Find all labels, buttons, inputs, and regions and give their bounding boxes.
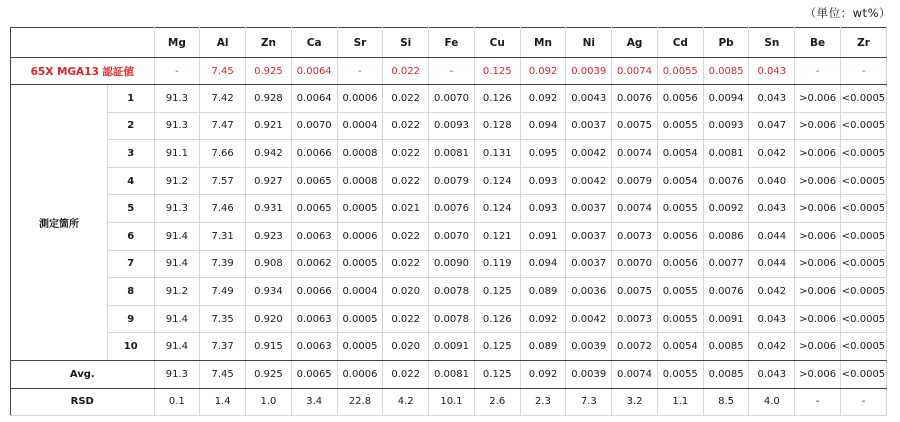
measurement-value: 0.044 [749, 250, 795, 278]
rsd-row-value: 2.3 [520, 388, 566, 415]
measurement-value: 0.0056 [657, 85, 703, 113]
measurement-value: 7.37 [200, 333, 246, 361]
certified-value-al: 7.45 [200, 58, 246, 85]
measurement-value: <0.0005 [840, 140, 886, 168]
measurement-value: 0.0090 [429, 250, 475, 278]
rsd-row-value: 4.0 [749, 388, 795, 415]
measurement-value: 0.0005 [337, 250, 383, 278]
rsd-row-value: - [840, 388, 886, 415]
measurement-row [11, 112, 887, 140]
measurement-value: 0.095 [520, 140, 566, 168]
measurement-value: 0.0070 [612, 250, 658, 278]
measurement-value: 0.0055 [657, 112, 703, 140]
rsd-row-value: 1.0 [246, 388, 292, 415]
measurement-value: 0.0064 [291, 85, 337, 113]
measurement-value: 0.022 [383, 112, 429, 140]
element-header-zn: Zn [246, 28, 292, 58]
rsd-row-value: 3.4 [291, 388, 337, 415]
measurement-value: 0.0076 [429, 195, 475, 223]
average-row-value: 0.0065 [291, 360, 337, 388]
measurement-value: 0.0004 [337, 278, 383, 306]
measurement-value: 0.0042 [566, 140, 612, 168]
average-row-label: Avg. [11, 360, 155, 388]
measurement-value: 0.0036 [566, 278, 612, 306]
measurement-value: 0.0079 [429, 167, 475, 195]
measurement-value: 0.915 [246, 333, 292, 361]
measurement-value: 0.092 [520, 305, 566, 333]
measurement-value: >0.006 [795, 195, 841, 223]
element-header-fe: Fe [429, 28, 475, 58]
measurement-value: 0.923 [246, 222, 292, 250]
element-header-mg: Mg [154, 28, 200, 58]
measurement-value: 0.0042 [566, 305, 612, 333]
measurement-value: 0.0054 [657, 167, 703, 195]
element-header-be: Be [795, 28, 841, 58]
measurement-value: <0.0005 [840, 195, 886, 223]
rsd-row-value: 1.1 [657, 388, 703, 415]
rsd-row-value: 2.6 [474, 388, 520, 415]
measurement-value: 0.0077 [703, 250, 749, 278]
measurement-value: 0.022 [383, 140, 429, 168]
measurement-value: 0.121 [474, 222, 520, 250]
measurement-value: 0.0081 [429, 140, 475, 168]
measurement-value: 0.124 [474, 195, 520, 223]
measurement-value: >0.006 [795, 112, 841, 140]
average-row-value: 0.092 [520, 360, 566, 388]
measurement-value: 0.0093 [703, 112, 749, 140]
measurement-value: >0.006 [795, 85, 841, 113]
measurement-value: 0.0054 [657, 333, 703, 361]
measurement-index: 1 [108, 85, 154, 113]
measurement-value: 0.0062 [291, 250, 337, 278]
average-row-value: 0.0085 [703, 360, 749, 388]
measurement-value: 0.931 [246, 195, 292, 223]
measurement-value: 0.0078 [429, 278, 475, 306]
measurement-value: 0.0055 [657, 305, 703, 333]
measurement-index: 9 [108, 305, 154, 333]
measurement-row [11, 167, 887, 195]
rsd-row-value: - [795, 388, 841, 415]
measurement-value: 0.927 [246, 167, 292, 195]
measurement-value: 7.39 [200, 250, 246, 278]
measurement-value: 0.091 [520, 222, 566, 250]
measurement-value: 0.126 [474, 305, 520, 333]
rsd-row-value: 22.8 [337, 388, 383, 415]
composition-table [10, 27, 887, 416]
measurement-value: <0.0005 [840, 250, 886, 278]
certified-value-fe: - [429, 58, 475, 85]
measurement-index: 2 [108, 112, 154, 140]
measurement-value: 0.022 [383, 167, 429, 195]
certified-value-ag: 0.0074 [612, 58, 658, 85]
measurement-value: 0.020 [383, 278, 429, 306]
measurement-value: 0.125 [474, 333, 520, 361]
measurement-value: 0.131 [474, 140, 520, 168]
measurement-row [11, 222, 887, 250]
measurement-group-label: 測定箇所 [11, 85, 108, 361]
measurement-value: 0.0039 [566, 333, 612, 361]
measurement-value: 0.022 [383, 250, 429, 278]
measurement-value: 7.42 [200, 85, 246, 113]
measurement-value: 91.2 [154, 167, 200, 195]
measurement-value: 0.0055 [657, 195, 703, 223]
measurement-value: 0.0056 [657, 222, 703, 250]
measurement-value: 0.0037 [566, 195, 612, 223]
measurement-value: 0.126 [474, 85, 520, 113]
measurement-value: 0.0074 [612, 140, 658, 168]
measurement-value: 0.0078 [429, 305, 475, 333]
measurement-value: 0.0005 [337, 333, 383, 361]
certified-value-sn: 0.043 [749, 58, 795, 85]
measurement-value: 91.4 [154, 333, 200, 361]
measurement-value: 0.0054 [657, 140, 703, 168]
measurement-value: 0.040 [749, 167, 795, 195]
measurement-value: 0.094 [520, 112, 566, 140]
measurement-value: 0.0066 [291, 140, 337, 168]
measurement-value: 0.089 [520, 333, 566, 361]
measurement-value: 7.57 [200, 167, 246, 195]
measurement-value: 7.46 [200, 195, 246, 223]
measurement-value: 0.0076 [612, 85, 658, 113]
certified-value-si: 0.022 [383, 58, 429, 85]
measurement-value: 0.0037 [566, 112, 612, 140]
measurement-row [11, 278, 887, 306]
measurement-value: 0.043 [749, 305, 795, 333]
measurement-value: 0.0076 [703, 167, 749, 195]
certified-label: 65X MGA13 認証値 [11, 58, 155, 85]
measurement-row [11, 140, 887, 168]
measurement-row [11, 333, 887, 361]
measurement-value: >0.006 [795, 167, 841, 195]
measurement-row [11, 195, 887, 223]
average-row-value: 0.925 [246, 360, 292, 388]
measurement-value: <0.0005 [840, 112, 886, 140]
measurement-value: 0.022 [383, 222, 429, 250]
measurement-value: 0.093 [520, 195, 566, 223]
measurement-value: 0.043 [749, 195, 795, 223]
certified-value-pb: 0.0085 [703, 58, 749, 85]
measurement-value: <0.0005 [840, 333, 886, 361]
element-header-row [11, 28, 887, 58]
measurement-value: 0.092 [520, 85, 566, 113]
element-header-ni: Ni [566, 28, 612, 58]
measurement-value: <0.0005 [840, 305, 886, 333]
measurement-value: 0.089 [520, 278, 566, 306]
measurement-value: 0.0063 [291, 222, 337, 250]
measurement-value: 0.043 [749, 85, 795, 113]
average-row-value: 7.45 [200, 360, 246, 388]
average-row-value: 0.0006 [337, 360, 383, 388]
measurement-value: 0.921 [246, 112, 292, 140]
measurement-value: 91.4 [154, 305, 200, 333]
measurement-value: >0.006 [795, 222, 841, 250]
measurement-value: 0.021 [383, 195, 429, 223]
measurement-value: 0.0094 [703, 85, 749, 113]
rsd-row-value: 4.2 [383, 388, 429, 415]
measurement-value: 7.66 [200, 140, 246, 168]
measurement-value: <0.0005 [840, 278, 886, 306]
measurement-value: 91.3 [154, 195, 200, 223]
measurement-value: 0.128 [474, 112, 520, 140]
measurement-value: >0.006 [795, 250, 841, 278]
measurement-value: 0.0070 [429, 222, 475, 250]
average-row-value: <0.0005 [840, 360, 886, 388]
certified-value-sr: - [337, 58, 383, 85]
measurement-value: >0.006 [795, 333, 841, 361]
certified-value-mn: 0.092 [520, 58, 566, 85]
measurement-value: 0.0066 [291, 278, 337, 306]
certified-value-cu: 0.125 [474, 58, 520, 85]
measurement-value: 0.0079 [612, 167, 658, 195]
measurement-value: 0.908 [246, 250, 292, 278]
measurement-value: 0.0008 [337, 140, 383, 168]
measurement-value: 0.0063 [291, 333, 337, 361]
measurement-value: 0.042 [749, 278, 795, 306]
certified-value-zn: 0.925 [246, 58, 292, 85]
measurement-value: 7.47 [200, 112, 246, 140]
measurement-value: 0.928 [246, 85, 292, 113]
element-header-cd: Cd [657, 28, 703, 58]
measurement-row [11, 250, 887, 278]
measurement-index: 6 [108, 222, 154, 250]
rsd-row-value: 10.1 [429, 388, 475, 415]
certified-value-mg: - [154, 58, 200, 85]
measurement-value: 0.042 [749, 140, 795, 168]
certified-value-ca: 0.0064 [291, 58, 337, 85]
average-row-value: 0.022 [383, 360, 429, 388]
measurement-value: 91.3 [154, 85, 200, 113]
certified-value-cd: 0.0055 [657, 58, 703, 85]
measurement-index: 3 [108, 140, 154, 168]
measurement-value: 0.020 [383, 333, 429, 361]
average-row-value: 0.0074 [612, 360, 658, 388]
element-header-ca: Ca [291, 28, 337, 58]
rsd-row-value: 1.4 [200, 388, 246, 415]
measurement-index: 8 [108, 278, 154, 306]
rsd-row [11, 388, 887, 415]
measurement-value: 0.0081 [703, 140, 749, 168]
measurement-value: 0.0085 [703, 333, 749, 361]
measurement-value: 0.0072 [612, 333, 658, 361]
measurement-value: 0.0093 [429, 112, 475, 140]
measurement-value: 0.934 [246, 278, 292, 306]
measurement-value: <0.0005 [840, 167, 886, 195]
rsd-row-value: 0.1 [154, 388, 200, 415]
average-row-value: 0.125 [474, 360, 520, 388]
measurement-value: 0.0092 [703, 195, 749, 223]
measurement-value: 0.0063 [291, 305, 337, 333]
measurement-value: 7.35 [200, 305, 246, 333]
measurement-index: 7 [108, 250, 154, 278]
element-header-cu: Cu [474, 28, 520, 58]
measurement-value: 91.4 [154, 250, 200, 278]
element-header-zr: Zr [840, 28, 886, 58]
measurement-value: 0.044 [749, 222, 795, 250]
unit-note: （単位：wt%） [804, 6, 891, 20]
rsd-row-value: 8.5 [703, 388, 749, 415]
measurement-value: 0.0037 [566, 222, 612, 250]
measurement-value: 0.0056 [657, 250, 703, 278]
measurement-value: 91.1 [154, 140, 200, 168]
measurement-value: <0.0005 [840, 222, 886, 250]
measurement-value: 0.0043 [566, 85, 612, 113]
measurement-row [11, 305, 887, 333]
certified-values-row [11, 58, 887, 85]
certified-value-ni: 0.0039 [566, 58, 612, 85]
measurement-value: 0.124 [474, 167, 520, 195]
measurement-value: 0.0073 [612, 305, 658, 333]
measurement-value: 0.0065 [291, 167, 337, 195]
average-row [11, 360, 887, 388]
measurement-value: 0.0074 [612, 195, 658, 223]
measurement-value: 0.0006 [337, 222, 383, 250]
rsd-row-label: RSD [11, 388, 155, 415]
measurement-value: 0.094 [520, 250, 566, 278]
measurement-index: 5 [108, 195, 154, 223]
average-row-value: 0.0055 [657, 360, 703, 388]
measurement-value: 0.125 [474, 278, 520, 306]
certified-value-be: - [795, 58, 841, 85]
element-header-pb: Pb [703, 28, 749, 58]
measurement-value: 0.0006 [337, 85, 383, 113]
measurement-value: >0.006 [795, 305, 841, 333]
measurement-value: 0.0076 [703, 278, 749, 306]
measurement-value: 7.49 [200, 278, 246, 306]
measurement-row [11, 85, 887, 113]
measurement-value: 0.022 [383, 305, 429, 333]
average-row-value: >0.006 [795, 360, 841, 388]
measurement-value: 0.0070 [291, 112, 337, 140]
measurement-value: 0.047 [749, 112, 795, 140]
element-header-sr: Sr [337, 28, 383, 58]
measurement-value: 0.920 [246, 305, 292, 333]
measurement-index: 10 [108, 333, 154, 361]
certified-value-zr: - [840, 58, 886, 85]
measurement-value: 0.0091 [703, 305, 749, 333]
measurement-index: 4 [108, 167, 154, 195]
measurement-value: 7.31 [200, 222, 246, 250]
measurement-value: 0.0004 [337, 112, 383, 140]
measurement-value: 91.3 [154, 112, 200, 140]
measurement-value: 0.119 [474, 250, 520, 278]
measurement-value: 0.0008 [337, 167, 383, 195]
measurement-value: <0.0005 [840, 85, 886, 113]
measurement-value: 0.0055 [657, 278, 703, 306]
measurement-value: 91.2 [154, 278, 200, 306]
average-row-value: 91.3 [154, 360, 200, 388]
measurement-value: 0.0073 [612, 222, 658, 250]
measurement-value: 0.022 [383, 85, 429, 113]
measurement-value: 0.0070 [429, 85, 475, 113]
measurement-value: 0.0042 [566, 167, 612, 195]
element-header-mn: Mn [520, 28, 566, 58]
measurement-value: 0.942 [246, 140, 292, 168]
measurement-value: 91.4 [154, 222, 200, 250]
measurement-value: >0.006 [795, 140, 841, 168]
measurement-value: 0.0075 [612, 278, 658, 306]
average-row-value: 0.0081 [429, 360, 475, 388]
measurement-value: 0.042 [749, 333, 795, 361]
element-header-si: Si [383, 28, 429, 58]
rsd-row-value: 7.3 [566, 388, 612, 415]
measurement-value: 0.0065 [291, 195, 337, 223]
header-corner [11, 28, 155, 58]
rsd-row-value: 3.2 [612, 388, 658, 415]
average-row-value: 0.043 [749, 360, 795, 388]
measurement-value: >0.006 [795, 278, 841, 306]
element-header-ag: Ag [612, 28, 658, 58]
measurement-value: 0.093 [520, 167, 566, 195]
element-header-sn: Sn [749, 28, 795, 58]
average-row-value: 0.0039 [566, 360, 612, 388]
measurement-value: 0.0037 [566, 250, 612, 278]
measurement-value: 0.0091 [429, 333, 475, 361]
measurement-value: 0.0075 [612, 112, 658, 140]
element-header-al: Al [200, 28, 246, 58]
measurement-value: 0.0005 [337, 305, 383, 333]
measurement-value: 0.0005 [337, 195, 383, 223]
measurement-value: 0.0086 [703, 222, 749, 250]
